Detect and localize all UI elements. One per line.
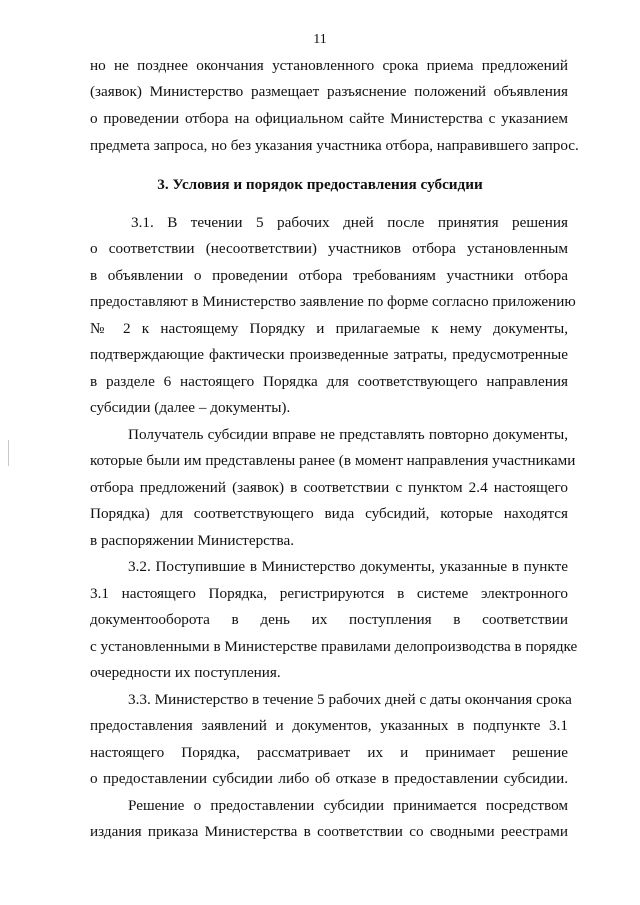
scan-margin-mark	[8, 440, 9, 466]
text-line: предмета запроса, но без указания участника отбора, направившего запрос.	[90, 137, 579, 154]
text-line: но не позднее окончания установленного срока приема предложений	[90, 57, 568, 74]
text-line: которые были им представлены ранее (в момент направления участниками	[90, 452, 576, 469]
text-line: настоящего Порядка, рассматривает их и принимает решение	[90, 744, 568, 761]
text-line: издания приказа Министерства в соответствии со сводными реестрами	[90, 823, 568, 840]
text-line: предоставляют в Министерство заявление по форме согласно приложению	[90, 293, 576, 310]
text-line: документооборота в день их поступления в соответствии	[90, 611, 568, 628]
text-line: отбора предложений (заявок) в соответствии с пунктом 2.4 настоящего	[90, 479, 568, 496]
text-line: о соответствии (несоответствии) участников отбора установленным	[90, 240, 568, 257]
text-line: с установленными в Министерстве правилами делопроизводства в порядке	[90, 638, 578, 655]
text-line: 3.1. В течении 5 рабочих дней после принятия решения	[131, 214, 568, 231]
text-line: Решение о предоставлении субсидии принимается посредством	[128, 797, 568, 814]
text-line: Получатель субсидии вправе не представлять повторно документы,	[128, 426, 568, 443]
text-line: о проведении отбора на официальном сайте Министерства с указанием	[90, 110, 568, 127]
text-line: в разделе 6 настоящего Порядка для соответствующего направления	[90, 373, 568, 390]
text-line: в объявлении о проведении отбора требованиям участники отбора	[90, 267, 568, 284]
text-line: предоставления заявлений и документов, указанных в подпункте 3.1	[90, 717, 568, 734]
text-line: 3.1 настоящего Порядка, регистрируются в системе электронного	[90, 585, 568, 602]
text-line: подтверждающие фактически произведенные затраты, предусмотренные	[90, 346, 568, 363]
text-line: субсидии (далее – документы).	[90, 399, 291, 416]
text-line: очередности их поступления.	[90, 664, 281, 681]
section-heading: 3. Условия и порядок предоставления субсидии	[157, 176, 483, 193]
text-line: о предоставлении субсидии либо об отказе в предоставлении субсидии.	[90, 770, 568, 787]
text-line: Порядка) для соответствующего вида субсидий, которые находятся	[90, 505, 568, 522]
text-line: 3.3. Министерство в течение 5 рабочих дней с даты окончания срока	[128, 691, 572, 708]
page-number: 11	[313, 32, 327, 47]
text-line: (заявок) Министерство размещает разъяснение положений объявления	[90, 83, 568, 100]
text-line: в распоряжении Министерства.	[90, 532, 295, 549]
text-line: 3.2. Поступившие в Министерство документы, указанные в пункте	[128, 558, 568, 575]
text-line: № 2 к настоящему Порядку и прилагаемые к нему документы,	[90, 320, 568, 337]
